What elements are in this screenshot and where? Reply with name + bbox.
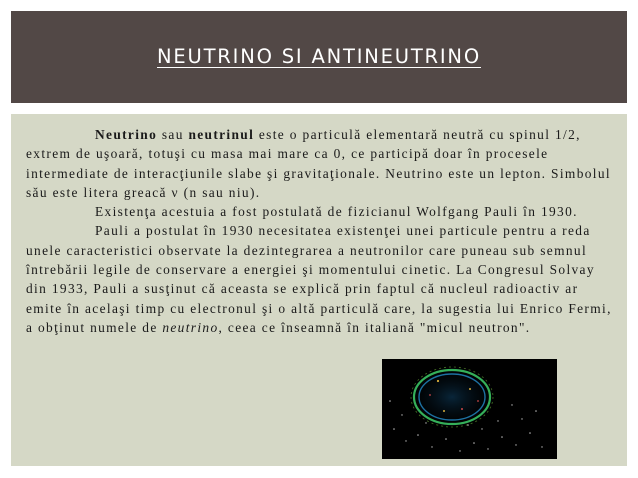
particle-ring-graphic xyxy=(382,359,557,459)
slide-title: NEUTRINO SI ANTINEUTRINO xyxy=(157,45,481,68)
history-text: Pauli a postulat în 1930 necesitatea existenţei unei particule pentru a reda unele caracteristici observate la dezintegrarea a neutronilor care puneau sub semnul întrebării legile de conservare a energiei şi momentului cinetic. La Congresul Solvay din 1933, Pauli a susţinut că aceasta se explică prin faptul că nucleul radioactiv ar emite în acelaşi timp cu electronul şi o altă particulă care, la sugestia lui Enrico Fermi, a obţinut numele de xyxy=(26,223,612,335)
paragraph-history xyxy=(26,221,614,337)
word-sau: sau xyxy=(157,127,189,142)
paragraph-definition xyxy=(26,125,614,202)
history-tail: , ceea ce înseamnă în italiană "micul neutron". xyxy=(218,319,531,335)
definition-text: este o particulă elementară neutră cu spinul 1/2, extrem de uşoară, totuşi cu masa mai mare ca 0, ce participă doar în procesele intermediate de interacţiunile slabe şi gravitaţionale. Neutrino este un lepton. Simbolul său este litera greacă ν (n sau niu). xyxy=(26,127,611,200)
term-neutrinul: neutrinul xyxy=(188,127,255,142)
body-text xyxy=(26,125,614,337)
neutrino-detection-image xyxy=(382,359,557,459)
term-neutrino: Neutrino xyxy=(95,127,158,142)
paragraph-postulate: Existenţa acestuia a fost postulată de fizicianul Wolfgang Pauli în 1930. xyxy=(95,204,578,220)
title-bar xyxy=(11,11,627,103)
term-neutrino-italic: neutrino xyxy=(162,319,219,335)
